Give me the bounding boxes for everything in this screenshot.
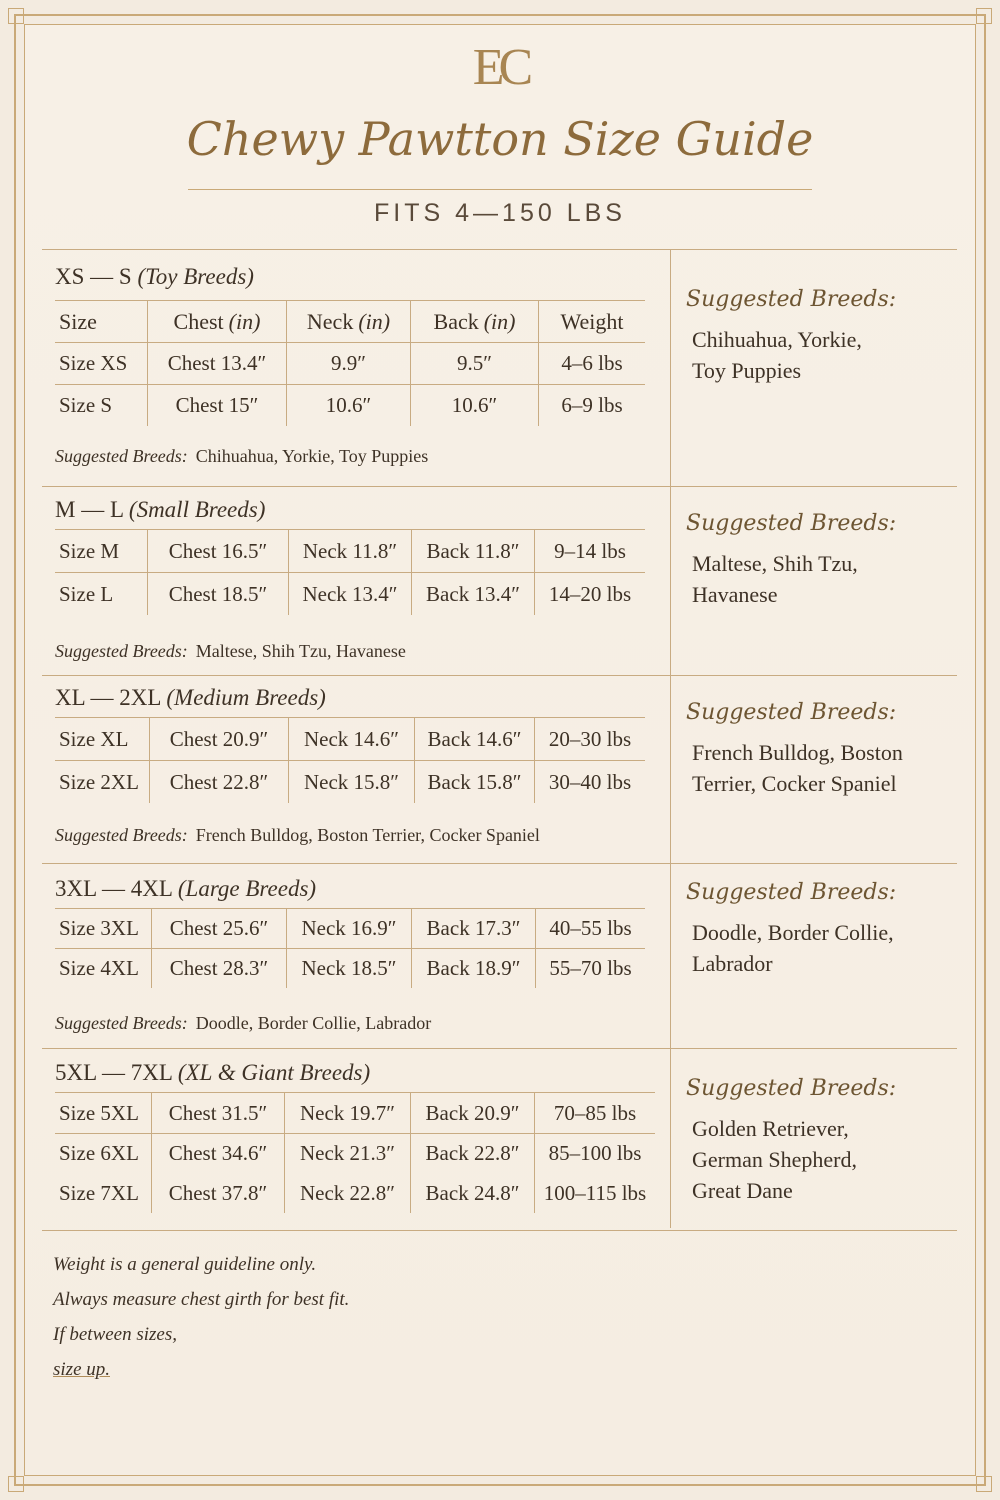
weight-cell: 4–6 lbs: [538, 342, 645, 384]
size-section-small: [55, 497, 655, 662]
chest-cell: Chest 25.6″: [151, 908, 286, 948]
section-title: M — L (Small Breeds): [55, 497, 266, 522]
size-up-emphasis: size up.: [53, 1359, 110, 1380]
suggested-breeds-line: Suggested Breeds: French Bulldog, Boston Terrier, Cocker Spaniel: [55, 825, 540, 845]
back-cell: Back 14.6″: [414, 717, 534, 760]
size-cell: Size L: [55, 572, 147, 615]
side-breeds-title: Suggested Breeds:: [686, 700, 897, 725]
back-cell: 10.6″: [410, 384, 538, 426]
back-cell: Back 13.4″: [411, 572, 534, 615]
side-breeds-title: Suggested Breeds:: [686, 511, 897, 536]
frame-corner-ornament: [8, 1476, 24, 1492]
weight-cell: 30–40 lbs: [534, 760, 645, 803]
weight-cell: 20–30 lbs: [534, 717, 645, 760]
size-section-medium: [55, 685, 655, 846]
back-cell: Back 24.8″: [410, 1173, 534, 1213]
back-cell: 9.5″: [410, 342, 538, 384]
weight-cell: 55–70 lbs: [535, 948, 645, 988]
side-breeds-giant: [686, 1076, 956, 1206]
breed-line: Great Dane: [692, 1178, 793, 1203]
size-table: [55, 717, 655, 803]
weight-cell: 85–100 lbs: [534, 1133, 655, 1173]
size-cell: Size 5XL: [55, 1092, 151, 1133]
breed-line: Maltese, Shih Tzu,: [692, 551, 858, 576]
breed-line: German Shepherd,: [692, 1147, 857, 1172]
weight-cell: 100–115 lbs: [534, 1173, 655, 1213]
side-breeds-list: [686, 548, 956, 610]
size-table: [55, 529, 655, 615]
breed-line: Golden Retriever,: [692, 1116, 849, 1141]
table-header-chest: Chest (in): [147, 300, 286, 342]
neck-cell: Neck 11.8″: [288, 529, 411, 572]
side-breeds-toy: [686, 287, 956, 386]
side-breeds-medium: [686, 700, 956, 799]
weight-cell: 70–85 lbs: [534, 1092, 655, 1133]
weight-cell: 14–20 lbs: [534, 572, 645, 615]
size-cell: Size 2XL: [55, 760, 149, 803]
breed-line: French Bulldog, Boston: [692, 740, 903, 765]
section-divider: [42, 1230, 957, 1231]
chest-cell: Chest 37.8″: [151, 1173, 284, 1213]
breed-line: Labrador: [692, 951, 773, 976]
neck-cell: Neck 19.7″: [284, 1092, 410, 1133]
weight-cell: 6–9 lbs: [538, 384, 645, 426]
side-breeds-title: Suggested Breeds:: [686, 1076, 897, 1101]
back-cell: Back 17.3″: [411, 908, 535, 948]
chest-cell: Chest 20.9″: [149, 717, 288, 760]
breed-line: Toy Puppies: [692, 358, 802, 383]
side-breeds-list: [686, 324, 956, 386]
size-table: [55, 1092, 655, 1213]
chest-cell: Chest 34.6″: [151, 1133, 284, 1173]
size-section-giant: [55, 1060, 655, 1213]
page-subtitle: FITS 4—150 LBS: [374, 199, 626, 227]
chest-cell: Chest 15″: [147, 384, 286, 426]
brand-logo: EC: [472, 39, 528, 96]
neck-cell: Neck 22.8″: [284, 1173, 410, 1213]
weight-cell: 40–55 lbs: [535, 908, 645, 948]
suggested-breeds-line: Suggested Breeds: Doodle, Border Collie, Labrador: [55, 1013, 432, 1033]
section-divider: [42, 486, 957, 487]
side-breeds-list: [686, 737, 956, 799]
size-table: [55, 300, 655, 426]
chest-cell: Chest 28.3″: [151, 948, 286, 988]
frame-corner-ornament: [976, 1476, 992, 1492]
note-line: If between sizes, size up.: [53, 1324, 178, 1380]
neck-cell: Neck 16.9″: [286, 908, 411, 948]
size-cell: Size 4XL: [55, 948, 151, 988]
table-header-neck: Neck (in): [286, 300, 410, 342]
neck-cell: Neck 13.4″: [288, 572, 411, 615]
neck-cell: Neck 14.6″: [288, 717, 414, 760]
side-breeds-title: Suggested Breeds:: [686, 287, 897, 312]
section-divider: [42, 863, 957, 864]
size-section-large: [55, 876, 655, 1034]
section-divider: [42, 1048, 957, 1049]
size-cell: Size S: [55, 384, 147, 426]
side-breeds-large: [686, 880, 956, 979]
breed-line: Doodle, Border Collie,: [692, 920, 894, 945]
size-cell: Size 7XL: [59, 1180, 139, 1205]
side-breeds-list: [686, 1113, 956, 1206]
back-cell: Back 22.8″: [410, 1133, 534, 1173]
chest-cell: Chest 18.5″: [147, 572, 288, 615]
section-title: 5XL — 7XL (XL & Giant Breeds): [55, 1060, 371, 1085]
section-divider: [42, 675, 957, 676]
chest-cell: Chest 31.5″: [151, 1092, 284, 1133]
section-title: XL — 2XL (Medium Breeds): [55, 685, 326, 710]
note-line: Weight is a general guideline only.: [53, 1254, 317, 1275]
size-cell: Size 6XL: [55, 1133, 151, 1173]
back-cell: Back 15.8″: [414, 760, 534, 803]
table-header-back: Back (in): [410, 300, 538, 342]
section-title: 3XL — 4XL (Large Breeds): [55, 876, 317, 901]
size-cell: Size XL: [55, 717, 149, 760]
suggested-breeds-line: Suggested Breeds: Maltese, Shih Tzu, Havanese: [55, 641, 406, 661]
back-cell: Back 11.8″: [411, 529, 534, 572]
table-header-weight: Weight: [538, 300, 645, 342]
breed-line: Chihuahua, Yorkie,: [692, 327, 862, 352]
breed-line: Havanese: [692, 582, 778, 607]
frame-corner-ornament: [976, 8, 992, 24]
title-divider: [188, 189, 812, 190]
fit-notes: [53, 1247, 349, 1387]
note-line: Always measure chest girth for best fit.: [53, 1289, 350, 1310]
size-cell: Size 3XL: [55, 908, 151, 948]
frame-corner-ornament: [8, 8, 24, 24]
chest-cell: Chest 22.8″: [149, 760, 288, 803]
weight-cell: 9–14 lbs: [534, 529, 645, 572]
side-breeds-small: [686, 511, 956, 610]
chest-cell: Chest 13.4″: [147, 342, 286, 384]
neck-cell: Neck 18.5″: [286, 948, 411, 988]
chest-cell: Chest 16.5″: [147, 529, 288, 572]
size-section-toy: [55, 264, 655, 467]
size-cell: Size M: [55, 529, 147, 572]
breed-line: Terrier, Cocker Spaniel: [692, 771, 897, 796]
neck-cell: 9.9″: [286, 342, 410, 384]
neck-cell: Neck 15.8″: [288, 760, 414, 803]
side-breeds-list: [686, 917, 956, 979]
page-title: Chewy Pawtton Size Guide: [186, 112, 814, 166]
neck-cell: 10.6″: [286, 384, 410, 426]
size-table: [55, 908, 655, 988]
size-cell: Size XS: [55, 342, 147, 384]
back-cell: Back 20.9″: [410, 1092, 534, 1133]
neck-cell: Neck 21.3″: [284, 1133, 410, 1173]
section-divider: [42, 249, 957, 250]
section-title: XS — S (Toy Breeds): [55, 264, 254, 289]
column-divider: [670, 250, 671, 1228]
side-breeds-title: Suggested Breeds:: [686, 880, 897, 905]
table-header-size: Size: [55, 300, 147, 342]
suggested-breeds-line: Suggested Breeds: Chihuahua, Yorkie, Toy Puppies: [55, 446, 429, 466]
back-cell: Back 18.9″: [411, 948, 535, 988]
